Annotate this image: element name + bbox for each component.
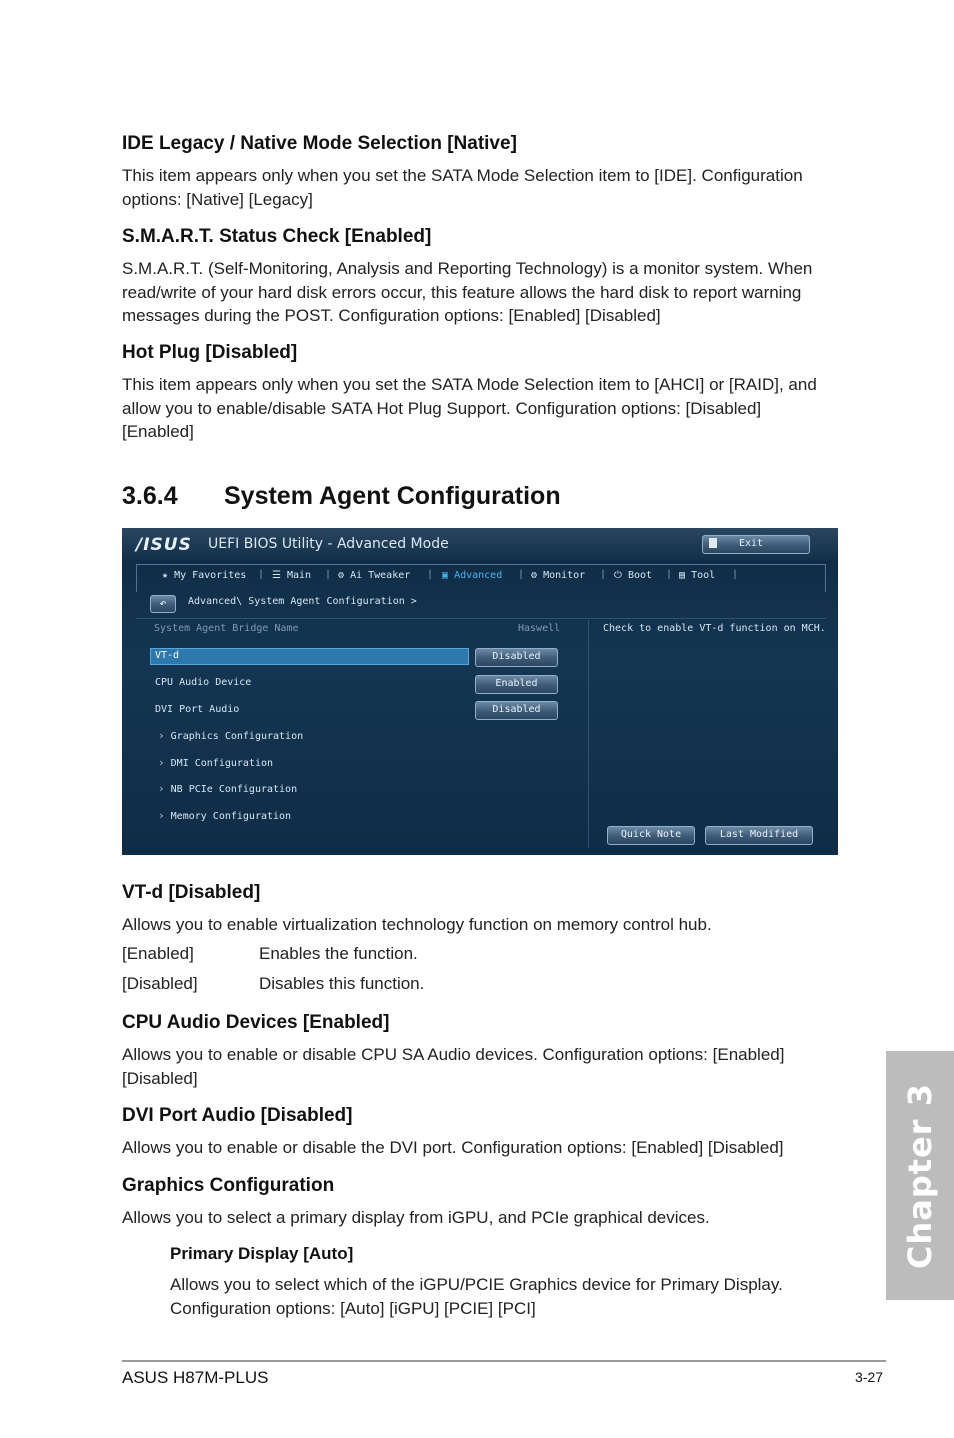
vtd-option-desc: Enables the function. xyxy=(259,944,418,963)
breadcrumb: Advanced\ System Agent Configuration > xyxy=(188,596,417,607)
nav-separator: | xyxy=(258,569,265,580)
vtd-option-desc: Disables this function. xyxy=(259,974,425,993)
quick-note-button[interactable]: Quick Note xyxy=(607,826,695,845)
nav-boot[interactable]: ⏻ Boot xyxy=(614,570,653,581)
submenu-memory[interactable]: › Memory Configuration xyxy=(158,809,292,822)
vtd-title: VT-d [Disabled] xyxy=(122,882,261,903)
footer-product: ASUS H87M-PLUS xyxy=(122,1368,269,1387)
ide-mode-body: This item appears only when you set the SATA Mode Selection item to [IDE]. Configuration options: [Native] [Legacy] xyxy=(122,166,803,209)
dvi-audio-select[interactable]: Disabled xyxy=(475,701,558,720)
smart-title: S.M.A.R.T. Status Check [Enabled] xyxy=(122,226,432,247)
smart-body: S.M.A.R.T. (Self-Monitoring, Analysis and Reporting Technology) is a monitor system. When read/write of your hard disk errors occur, this feature allows the hard disk to report warning messages during the POST. Configuration options: [Enabled] [Disabled] xyxy=(122,259,813,325)
dvi-audio-label: DVI Port Audio xyxy=(155,704,240,715)
section-title: System Agent Configuration xyxy=(224,482,561,510)
nav-separator: | xyxy=(666,569,673,580)
nav-separator: | xyxy=(600,569,607,580)
last-modified-button[interactable]: Last Modified xyxy=(705,826,813,845)
submenu-graphics[interactable]: › Graphics Configuration xyxy=(158,729,304,742)
dvi-audio-title: DVI Port Audio [Disabled] xyxy=(122,1105,353,1126)
breadcrumb-divider xyxy=(136,618,826,619)
nav-tool[interactable]: ▤ Tool xyxy=(679,570,716,581)
ide-mode-title: IDE Legacy / Native Mode Selection [Native] xyxy=(122,133,517,154)
vtd-option-key: [Enabled] xyxy=(122,944,194,963)
exit-label: Exit xyxy=(739,538,764,549)
cpu-audio-select[interactable]: Enabled xyxy=(475,675,558,694)
asus-logo: /ISUS xyxy=(136,535,192,555)
nav-separator: | xyxy=(518,569,525,580)
hot-plug-title: Hot Plug [Disabled] xyxy=(122,342,298,363)
cpu-audio-label: CPU Audio Device xyxy=(155,677,252,688)
graphics-config-body: Allows you to select a primary display from iGPU, and PCIe graphical devices. xyxy=(122,1208,710,1227)
back-button[interactable] xyxy=(150,595,176,613)
page-number: 3-27 xyxy=(855,1369,884,1385)
nav-right-line xyxy=(825,564,826,592)
list-icon: ☰ xyxy=(272,570,281,581)
nav-separator: | xyxy=(325,569,332,580)
tweaker-icon: ⚙ xyxy=(338,570,345,581)
help-text: Check to enable VT-d function on MCH. xyxy=(603,623,826,634)
vtd-row-highlight[interactable] xyxy=(150,648,469,665)
primary-display-title: Primary Display [Auto] xyxy=(170,1244,354,1263)
nav-top-line xyxy=(136,564,826,565)
nav-main[interactable]: ☰ Main xyxy=(272,570,312,581)
graphics-config-title: Graphics Configuration xyxy=(122,1175,335,1196)
vtd-option-key: [Disabled] xyxy=(122,974,198,993)
printer-icon: ▤ xyxy=(679,570,686,581)
vtd-body: Allows you to enable virtualization technology function on memory control hub. xyxy=(122,915,712,934)
dvi-audio-body: Allows you to enable or disable the DVI port. Configuration options: [Enabled] [Disabled] xyxy=(122,1138,784,1157)
nav-monitor[interactable]: ⚙ Monitor xyxy=(531,570,586,581)
help-divider xyxy=(588,620,589,848)
footer-rule xyxy=(122,1360,886,1362)
star-icon: ★ xyxy=(162,570,169,581)
vtd-select[interactable]: Disabled xyxy=(475,648,558,667)
back-arrow-icon: ↶ xyxy=(159,596,167,610)
cpu-audio-title: CPU Audio Devices [Enabled] xyxy=(122,1012,390,1033)
nav-separator: | xyxy=(732,569,739,580)
nav-advanced[interactable]: ▣ Advanced xyxy=(442,570,503,581)
power-icon: ⏻ xyxy=(614,570,622,581)
chevron-right-icon: › xyxy=(158,782,165,795)
chevron-right-icon: › xyxy=(158,729,165,742)
chevron-right-icon: › xyxy=(158,809,165,822)
bios-screenshot xyxy=(122,528,838,855)
primary-display-body: Allows you to select which of the iGPU/PCIE Graphics device for Primary Display. Configuration options: [Auto] [iGPU] [PCIE] [PCI] xyxy=(170,1275,783,1318)
submenu-dmi[interactable]: › DMI Configuration xyxy=(158,756,274,769)
nav-separator: | xyxy=(427,569,434,580)
submenu-nb-pcie[interactable]: › NB PCIe Configuration xyxy=(158,782,298,795)
exit-button[interactable] xyxy=(702,535,810,554)
section-number: 3.6.4 xyxy=(122,482,178,510)
bios-title: UEFI BIOS Utility - Advanced Mode xyxy=(208,536,449,552)
hot-plug-body: This item appears only when you set the SATA Mode Selection item to [AHCI] or [RAID], and allow you to enable/disable SATA Hot Plug Support. Configuration options: [Disabled] [Enabled] xyxy=(122,375,817,441)
nav-ai-tweaker[interactable]: ⚙ Ai Tweaker xyxy=(338,570,411,581)
nav-my-favorites[interactable]: ★ My Favorites xyxy=(162,570,247,581)
chapter-tab xyxy=(886,1051,954,1300)
cpu-audio-body: Allows you to enable or disable CPU SA Audio devices. Configuration options: [Enabled] [Disabled] xyxy=(122,1045,785,1088)
monitor-icon: ⚙ xyxy=(531,570,538,581)
advanced-icon: ▣ xyxy=(442,570,449,581)
vtd-label: VT-d xyxy=(155,650,180,661)
chapter-label: Chapter 3 xyxy=(901,1082,939,1269)
bridge-name-value: Haswell xyxy=(518,623,561,634)
bridge-name-label: System Agent Bridge Name xyxy=(154,623,299,634)
chevron-right-icon: › xyxy=(158,756,165,769)
exit-icon xyxy=(709,538,717,548)
nav-left-line xyxy=(136,564,137,592)
